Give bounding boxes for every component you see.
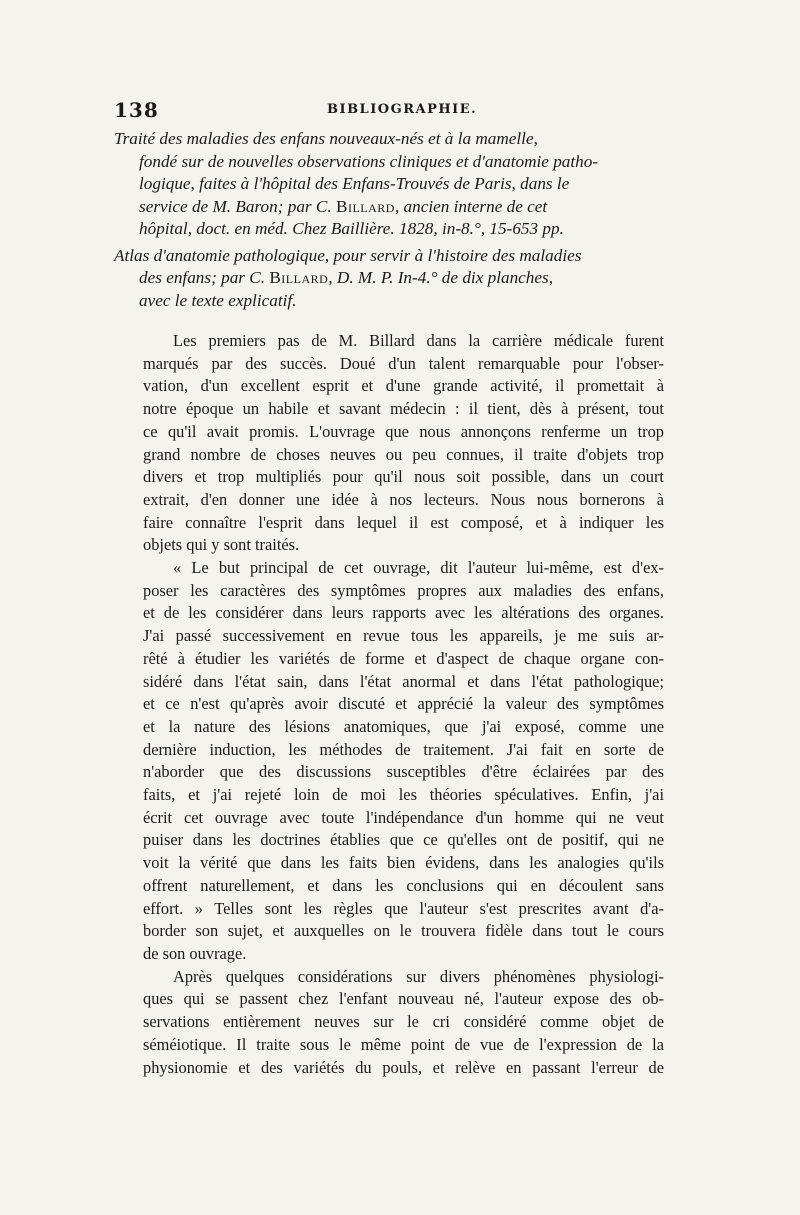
paragraph-author-quote	[143, 557, 664, 966]
running-title: BIBLIOGRAPHIE.	[327, 102, 478, 117]
text-line: servations entièrement neuves sur le cri considéré comme objet de	[143, 1012, 664, 1032]
paragraph-considerations	[143, 966, 664, 1080]
citation-line: logique, faites à l'hôpital des Enfans-Trouvés de Paris, dans le	[139, 174, 570, 193]
text-line: marqués par des succès. Doué d'un talent remarquable pour l'obser-	[143, 353, 664, 373]
text-line: voit la vérité que dans les faits bien évidens, dans les analogies qu'ils	[143, 853, 664, 873]
text-line: offrent naturellement, et dans les conclusions qui en découlent sans	[143, 875, 664, 895]
page-header	[114, 98, 664, 122]
text-line: séméiotique. Il traite sous le même point de vue de l'expression de la	[143, 1034, 664, 1054]
paragraph-intro	[143, 330, 664, 557]
page-number: 138	[114, 98, 159, 122]
text-line: divers et trop multipliés pour qu'il nous soit possible, dans un court	[143, 467, 664, 487]
text-line: n'aborder que des discussions susceptibles d'être éclairées par des	[143, 762, 664, 782]
citation-line: fondé sur de nouvelles observations cliniques et d'anatomie patho-	[139, 151, 599, 171]
text-line: « Le but principal de cet ouvrage, dit l'auteur lui-même, est d'ex-	[173, 558, 664, 578]
text-line: et ce n'est qu'après avoir discuté et apprécié la valeur des symptômes	[143, 694, 664, 714]
text-line: ce qu'il avait promis. L'ouvrage que nous annonçons renferme un trop	[143, 421, 664, 441]
text-line: ques qui se passent chez l'enfant nouveau né, l'auteur expose des ob-	[143, 989, 664, 1009]
review-body	[143, 330, 664, 1079]
text-line: et de les considérer dans leurs rapports avec les altérations des organes.	[143, 603, 664, 623]
citation-line: hôpital, doct. en méd. Chez Baillière. 1828, in-8.°, 15-653 pp.	[139, 219, 564, 238]
text-line: sidéré dans l'état sain, dans l'état anormal et dans l'état pathologique;	[143, 671, 664, 691]
text-line: physionomie et des variétés du pouls, et relève en passant l'erreur de	[143, 1057, 664, 1077]
text-line: Après quelques considérations sur divers phénomènes physiologi-	[173, 966, 664, 986]
text-line: poser les caractères des symptômes propres aux maladies des enfans,	[143, 580, 664, 600]
citation-atlas	[114, 245, 664, 313]
text-line: Les premiers pas de M. Billard dans la carrière médicale furent	[173, 331, 664, 350]
text-line: extrait, d'en donner une idée à nos lecteurs. Nous nous bornerons à	[143, 489, 664, 509]
citation-line: des enfans; par C. Billard, D. M. P. In-4.° de dix planches,	[139, 268, 554, 287]
text-line: dernière induction, les méthodes de traitement. J'ai fait en sorte de	[143, 739, 664, 759]
text-line: de son ouvrage.	[143, 943, 247, 963]
citation-line: service de M. Baron; par C. Billard, ancien interne de cet	[139, 196, 548, 216]
text-line: puiser dans les doctrines établies que ce qu'elles ont de positif, qui ne	[143, 830, 664, 850]
text-line: vation, d'un excellent esprit et d'une grande activité, il promettait à	[143, 376, 664, 396]
text-line: grand nombre de choses neuves ou peu connues, il traite d'objets trop	[143, 444, 664, 464]
text-line: objets qui y sont traités.	[143, 535, 300, 555]
citation-traite	[114, 128, 664, 241]
text-line: et la nature des lésions anatomiques, que j'ai exposé, comme une	[143, 716, 664, 736]
text-line: effort. » Telles sont les règles que l'auteur s'est prescrites avant d'a-	[143, 898, 664, 918]
text-line: rêté à étudier les variétés de forme et d'aspect de chaque organe con-	[143, 648, 664, 668]
citation-line: Atlas d'anatomie pathologique, pour servir à l'histoire des maladies	[114, 245, 582, 265]
text-line: écrit cet ouvrage avec toute l'indépendance d'un homme qui ne veut	[143, 807, 664, 827]
text-line: border son sujet, et auxquelles on le trouvera fidèle dans tout le cours	[143, 921, 664, 941]
bibliographic-citations	[114, 128, 664, 316]
text-line: notre époque un habile et savant médecin : il tient, dès à présent, tout	[143, 399, 664, 419]
citation-line: avec le texte explicatif.	[139, 290, 297, 310]
citation-line: Traité des maladies des enfans nouveaux-nés et à la mamelle,	[114, 129, 538, 148]
text-line: faits, et j'ai rejeté loin de moi les théories spéculatives. Enfin, j'ai	[143, 785, 664, 805]
text-line: J'ai passé successivement en revue tous les appareils, je me suis ar-	[143, 626, 664, 646]
text-line: faire connaître l'esprit dans lequel il est composé, et à indiquer les	[143, 512, 664, 532]
